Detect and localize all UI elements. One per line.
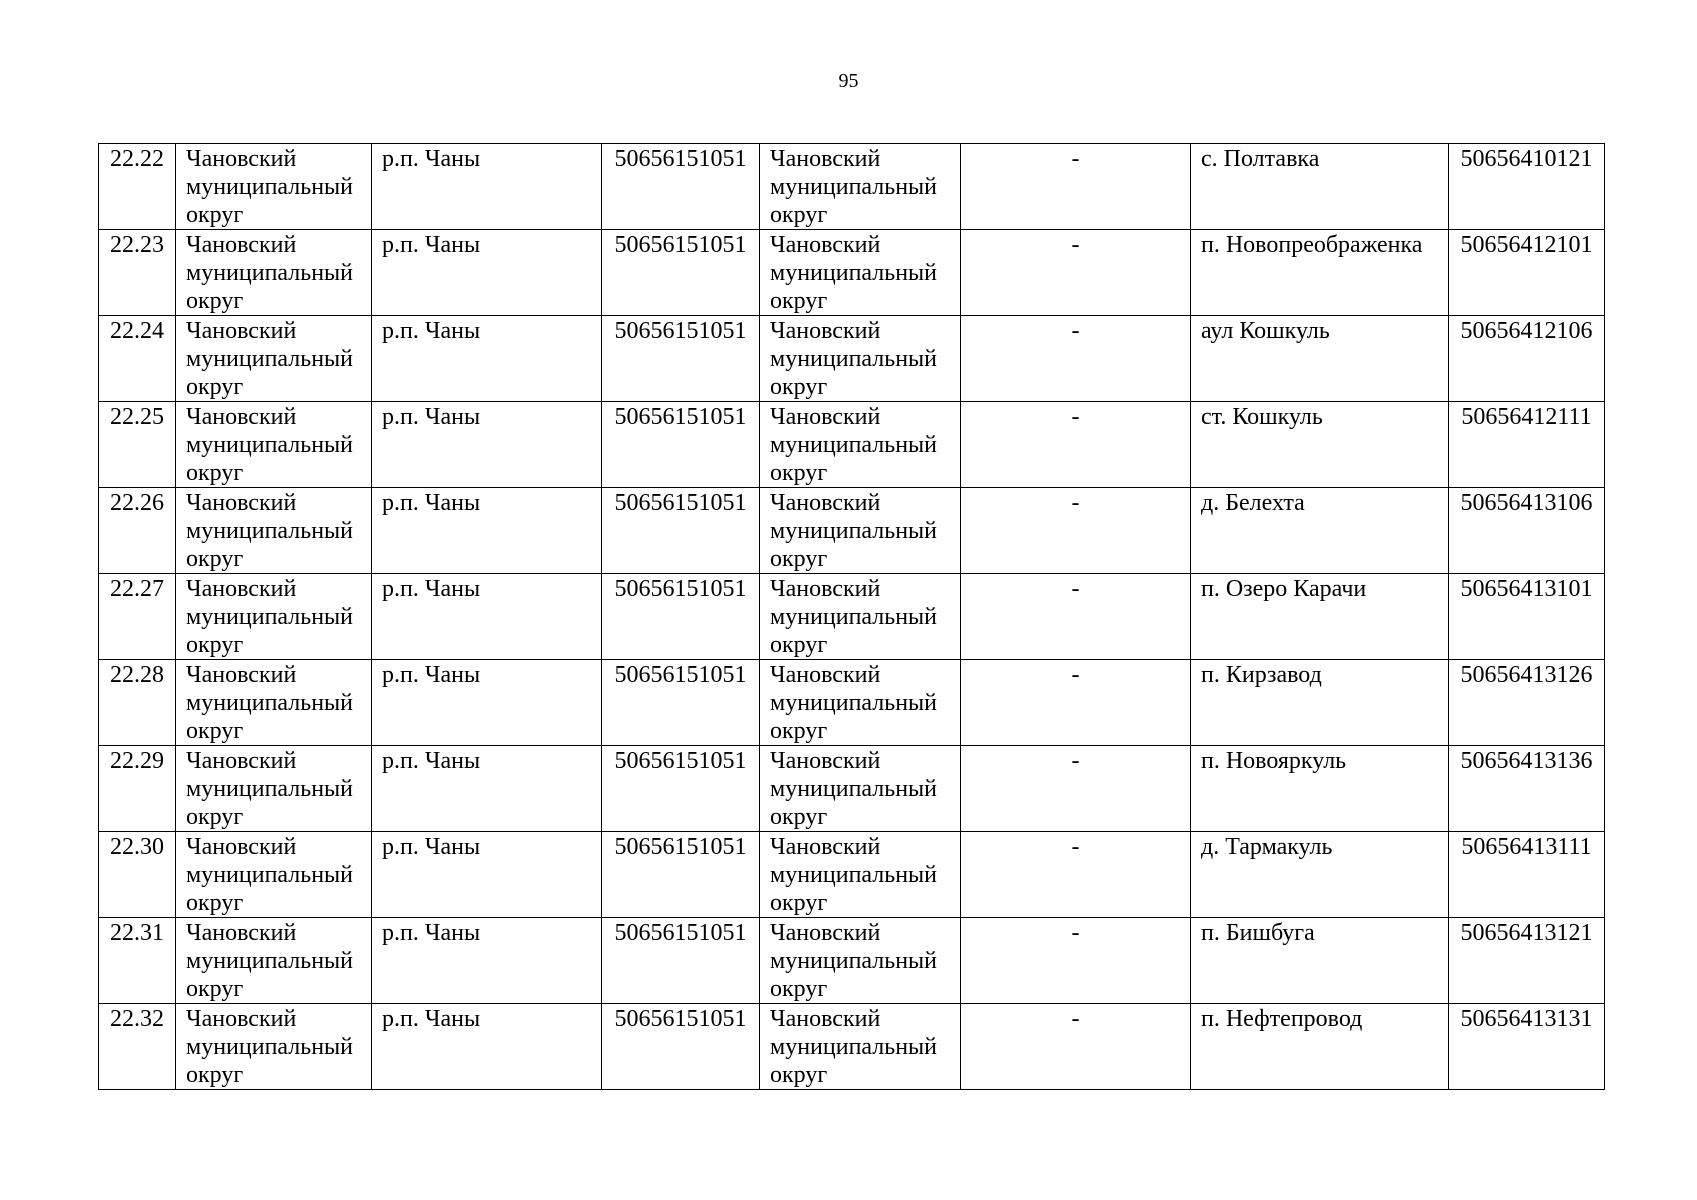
locality-code-cell: 50656413101: [1449, 574, 1605, 660]
locality-code-cell: 50656413131: [1449, 1004, 1605, 1090]
table-row: [99, 918, 1605, 1004]
row-number-cell: 22.31: [99, 918, 176, 1004]
unit-cell: Чановский муниципальный округ: [760, 574, 961, 660]
district-cell: Чановский муниципальный округ: [176, 832, 372, 918]
locality-cell: ст. Кошкуль: [1191, 402, 1449, 488]
district-cell: Чановский муниципальный округ: [176, 144, 372, 230]
unit-cell: Чановский муниципальный округ: [760, 230, 961, 316]
locality-code-cell: 50656413121: [1449, 918, 1605, 1004]
unit-cell: Чановский муниципальный округ: [760, 832, 961, 918]
center-cell: р.п. Чаны: [372, 1004, 602, 1090]
unit-cell: Чановский муниципальный округ: [760, 660, 961, 746]
subunit-cell: -: [961, 918, 1191, 1004]
table-row: [99, 660, 1605, 746]
row-number-cell: 22.32: [99, 1004, 176, 1090]
table-body: [99, 144, 1605, 1090]
center-code-cell: 50656151051: [602, 488, 760, 574]
district-cell: Чановский муниципальный округ: [176, 488, 372, 574]
center-code-cell: 50656151051: [602, 746, 760, 832]
district-cell: Чановский муниципальный округ: [176, 402, 372, 488]
district-cell: Чановский муниципальный округ: [176, 660, 372, 746]
locality-cell: п. Нефтепровод: [1191, 1004, 1449, 1090]
row-number-cell: 22.26: [99, 488, 176, 574]
district-cell: Чановский муниципальный округ: [176, 1004, 372, 1090]
center-cell: р.п. Чаны: [372, 488, 602, 574]
district-cell: Чановский муниципальный округ: [176, 746, 372, 832]
district-cell: Чановский муниципальный округ: [176, 574, 372, 660]
table-row: [99, 230, 1605, 316]
row-number-cell: 22.27: [99, 574, 176, 660]
unit-cell: Чановский муниципальный округ: [760, 316, 961, 402]
locality-code-cell: 50656412101: [1449, 230, 1605, 316]
table-row: [99, 402, 1605, 488]
subunit-cell: -: [961, 402, 1191, 488]
row-number-cell: 22.30: [99, 832, 176, 918]
center-code-cell: 50656151051: [602, 230, 760, 316]
locality-cell: д. Белехта: [1191, 488, 1449, 574]
subunit-cell: -: [961, 1004, 1191, 1090]
page-number: 95: [838, 70, 859, 92]
unit-cell: Чановский муниципальный округ: [760, 402, 961, 488]
locality-code-cell: 50656413136: [1449, 746, 1605, 832]
table-row: [99, 574, 1605, 660]
center-code-cell: 50656151051: [602, 574, 760, 660]
center-code-cell: 50656151051: [602, 918, 760, 1004]
district-cell: Чановский муниципальный округ: [176, 230, 372, 316]
table-row: [99, 144, 1605, 230]
table-row: [99, 832, 1605, 918]
locality-code-cell: 50656412106: [1449, 316, 1605, 402]
locality-cell: д. Тармакуль: [1191, 832, 1449, 918]
locality-cell: с. Полтавка: [1191, 144, 1449, 230]
center-code-cell: 50656151051: [602, 402, 760, 488]
center-code-cell: 50656151051: [602, 660, 760, 746]
center-cell: р.п. Чаны: [372, 402, 602, 488]
locality-code-cell: 50656410121: [1449, 144, 1605, 230]
locality-cell: п. Новояркуль: [1191, 746, 1449, 832]
unit-cell: Чановский муниципальный округ: [760, 1004, 961, 1090]
locality-cell: аул Кошкуль: [1191, 316, 1449, 402]
subunit-cell: -: [961, 230, 1191, 316]
locality-code-cell: 50656413126: [1449, 660, 1605, 746]
unit-cell: Чановский муниципальный округ: [760, 918, 961, 1004]
table-row: [99, 316, 1605, 402]
table-row: [99, 488, 1605, 574]
subunit-cell: -: [961, 144, 1191, 230]
row-number-cell: 22.28: [99, 660, 176, 746]
subunit-cell: -: [961, 574, 1191, 660]
locality-cell: п. Озеро Карачи: [1191, 574, 1449, 660]
center-code-cell: 50656151051: [602, 832, 760, 918]
subunit-cell: -: [961, 832, 1191, 918]
center-cell: р.п. Чаны: [372, 832, 602, 918]
row-number-cell: 22.25: [99, 402, 176, 488]
center-code-cell: 50656151051: [602, 1004, 760, 1090]
locality-cell: п. Кирзавод: [1191, 660, 1449, 746]
locality-code-cell: 50656413111: [1449, 832, 1605, 918]
row-number-cell: 22.24: [99, 316, 176, 402]
center-cell: р.п. Чаны: [372, 316, 602, 402]
center-code-cell: 50656151051: [602, 316, 760, 402]
table-row: [99, 1004, 1605, 1090]
center-cell: р.п. Чаны: [372, 918, 602, 1004]
subunit-cell: -: [961, 660, 1191, 746]
unit-cell: Чановский муниципальный округ: [760, 144, 961, 230]
settlements-table: [98, 143, 1605, 1090]
center-cell: р.п. Чаны: [372, 574, 602, 660]
district-cell: Чановский муниципальный округ: [176, 918, 372, 1004]
district-cell: Чановский муниципальный округ: [176, 316, 372, 402]
locality-cell: п. Бишбуга: [1191, 918, 1449, 1004]
locality-code-cell: 50656412111: [1449, 402, 1605, 488]
unit-cell: Чановский муниципальный округ: [760, 488, 961, 574]
locality-code-cell: 50656413106: [1449, 488, 1605, 574]
locality-cell: п. Новопреображенка: [1191, 230, 1449, 316]
center-cell: р.п. Чаны: [372, 230, 602, 316]
table-row: [99, 746, 1605, 832]
center-cell: р.п. Чаны: [372, 746, 602, 832]
unit-cell: Чановский муниципальный округ: [760, 746, 961, 832]
subunit-cell: -: [961, 316, 1191, 402]
row-number-cell: 22.22: [99, 144, 176, 230]
center-cell: р.п. Чаны: [372, 660, 602, 746]
row-number-cell: 22.23: [99, 230, 176, 316]
center-code-cell: 50656151051: [602, 144, 760, 230]
center-cell: р.п. Чаны: [372, 144, 602, 230]
subunit-cell: -: [961, 488, 1191, 574]
row-number-cell: 22.29: [99, 746, 176, 832]
subunit-cell: -: [961, 746, 1191, 832]
